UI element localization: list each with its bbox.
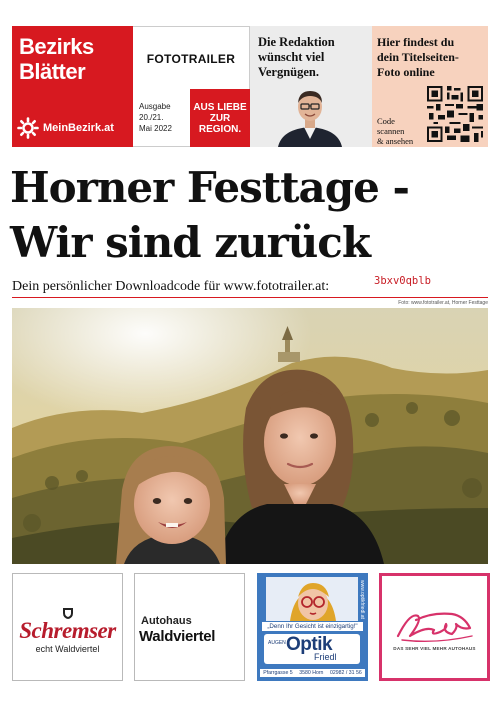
editorial-block	[250, 26, 372, 147]
qr-block[interactable]	[372, 26, 488, 147]
headline-line-1: Horner Festtage -	[10, 163, 409, 212]
qr-hint-1: Code	[377, 116, 395, 126]
brand-site: MeinBezirk.at	[43, 122, 114, 134]
edition-number: 20./21.	[139, 113, 164, 122]
brand-line-2: Blätter	[19, 59, 86, 84]
optik-word: Optik	[286, 634, 333, 655]
download-code[interactable]: 3bxv0qblb	[374, 275, 431, 287]
slogan-line-2: ZUR	[209, 112, 231, 124]
lehr-script-logo	[392, 606, 478, 646]
download-code-row	[12, 275, 488, 297]
optik-contact	[260, 669, 365, 677]
photo-illustration	[12, 308, 488, 564]
divider	[12, 297, 488, 298]
edition-label: Ausgabe	[139, 102, 171, 111]
qr-hint-3: & ansehen	[377, 136, 414, 146]
optik-friedl: Friedl	[314, 652, 337, 662]
optik-address: Pfarrgasse 5	[263, 670, 293, 676]
photo-credit: Foto: www.fototrailer.at, Horner Festtage	[398, 300, 488, 306]
optik-model-photo	[266, 577, 358, 621]
edition-info	[139, 101, 172, 134]
qr-line-2: dein Titelseiten-	[377, 50, 459, 64]
schremser-logo: Schremser	[19, 618, 116, 643]
optik-city: 3580 Horn	[299, 670, 324, 676]
headline-line-2: Wir sind zurück	[10, 218, 370, 267]
slogan-line-1: AUS LIEBE	[193, 101, 247, 113]
qr-line-1: Hier findest du	[377, 35, 455, 49]
sun-logo-icon	[17, 117, 39, 139]
sponsor-optik-friedl[interactable]	[257, 573, 368, 681]
brand-subline	[17, 117, 114, 139]
optik-phone: 02982 / 31 56	[329, 670, 362, 676]
optik-augen: AUGEN	[268, 640, 286, 646]
download-label: Dein persönlicher Downloadcode für www.fototrailer.at:	[12, 279, 330, 294]
qr-code-icon[interactable]	[427, 86, 483, 142]
qr-line-3: Foto online	[377, 65, 435, 79]
sponsor-schremser[interactable]	[12, 573, 123, 681]
editorial-line-2: wünscht viel	[258, 50, 325, 64]
fototrailer-block	[133, 26, 250, 147]
optik-url: www.optikfriedl.at	[359, 580, 365, 619]
edition-date: Mai 2022	[139, 124, 172, 133]
qr-hint	[377, 116, 413, 146]
sponsor-lehr[interactable]	[379, 573, 490, 681]
autohaus-name: Waldviertel	[139, 628, 216, 645]
editorial-line-3: Vergnügen.	[258, 65, 320, 79]
brand-logo	[19, 34, 94, 84]
cover-photo[interactable]	[12, 308, 488, 564]
brand-line-1: Bezirks	[19, 34, 94, 59]
autohaus-label: Autohaus	[141, 615, 192, 627]
sponsor-autohaus-waldviertel[interactable]	[134, 573, 245, 681]
page-title	[10, 160, 490, 270]
slogan-badge	[190, 89, 250, 147]
masthead	[12, 26, 488, 147]
qr-hint-2: scannen	[377, 126, 405, 136]
optik-slogan: „Denn Ihr Gesicht ist einzigartig!"	[262, 622, 363, 631]
schremser-tagline: echt Waldviertel	[35, 644, 100, 654]
qr-headline	[377, 35, 459, 80]
optik-logo	[264, 634, 360, 664]
product-title: FOTOTRAILER	[146, 52, 236, 66]
editorial-greeting	[258, 35, 335, 80]
editorial-line-1: Die Redaktion	[258, 35, 335, 49]
lehr-tagline: DAS SEHR VIEL MEHR AUTOHAUS	[393, 646, 476, 651]
editor-portrait	[274, 85, 346, 147]
brand-block[interactable]	[12, 26, 133, 147]
slogan-line-3: REGION.	[198, 123, 242, 135]
